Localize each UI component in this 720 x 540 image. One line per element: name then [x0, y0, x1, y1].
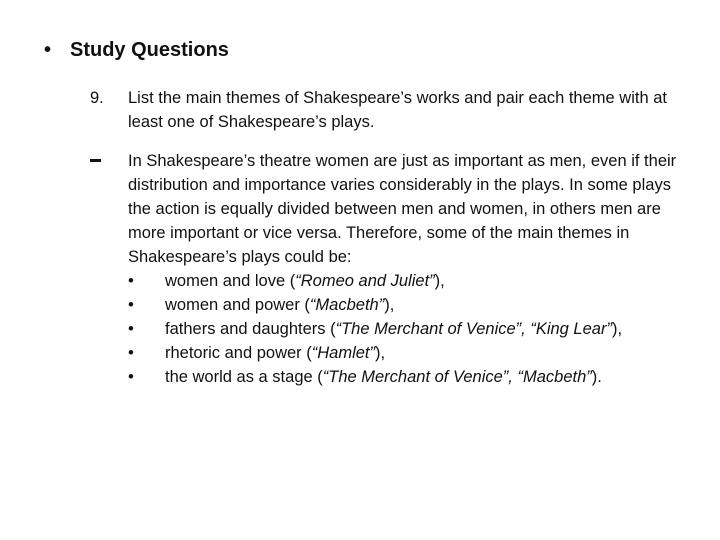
answer-block — [128, 149, 698, 389]
theme-bullet: • — [128, 344, 134, 362]
theme-end: ), — [375, 344, 386, 362]
question-text: List the main themes of Shakespeare’s works and pair each theme with at least one of Shakespeare’s plays. — [128, 89, 667, 131]
theme-item — [128, 269, 698, 293]
heading-bullet: • — [44, 39, 52, 61]
answer-dash-icon — [90, 153, 102, 163]
theme-play-titles: “Macbeth” — [309, 296, 385, 314]
theme-item — [128, 341, 698, 365]
theme-item — [128, 365, 698, 389]
theme-end: ). — [591, 368, 602, 386]
theme-topic: women and love ( — [165, 272, 296, 290]
theme-topic: women and power ( — [165, 296, 310, 314]
theme-bullet: • — [128, 320, 134, 338]
theme-bullet: • — [128, 368, 134, 386]
theme-item — [128, 293, 698, 317]
theme-play-titles: “The Merchant of Venice”, “King Lear” — [335, 320, 612, 338]
question-number: 9. — [90, 89, 104, 107]
theme-item — [128, 317, 698, 341]
answer-paragraph: In Shakespeare’s theatre women are just as important as men, even if their distribution and importance varies considerably in the plays. In some plays the action is equally divided between men and women, in others men are more important or vice versa. Therefore, some of the main themes in Shakespeare’s plays could be: — [128, 152, 677, 266]
theme-end: ), — [384, 296, 395, 314]
theme-list — [128, 269, 698, 389]
theme-play-titles: “Hamlet” — [311, 344, 376, 362]
theme-topic: rhetoric and power ( — [165, 344, 312, 362]
theme-end: ), — [611, 320, 623, 338]
theme-end: ), — [434, 272, 445, 290]
theme-bullet: • — [128, 296, 134, 314]
theme-play-titles: “The Merchant of Venice”, “Macbeth” — [322, 368, 592, 386]
question-item — [90, 86, 690, 134]
slide-heading — [44, 39, 229, 62]
theme-topic: the world as a stage ( — [165, 368, 323, 386]
theme-topic: fathers and daughters ( — [165, 320, 336, 338]
theme-play-titles: “Romeo and Juliet” — [295, 272, 435, 290]
heading-text: Study Questions — [70, 39, 229, 61]
theme-bullet: • — [128, 272, 134, 290]
